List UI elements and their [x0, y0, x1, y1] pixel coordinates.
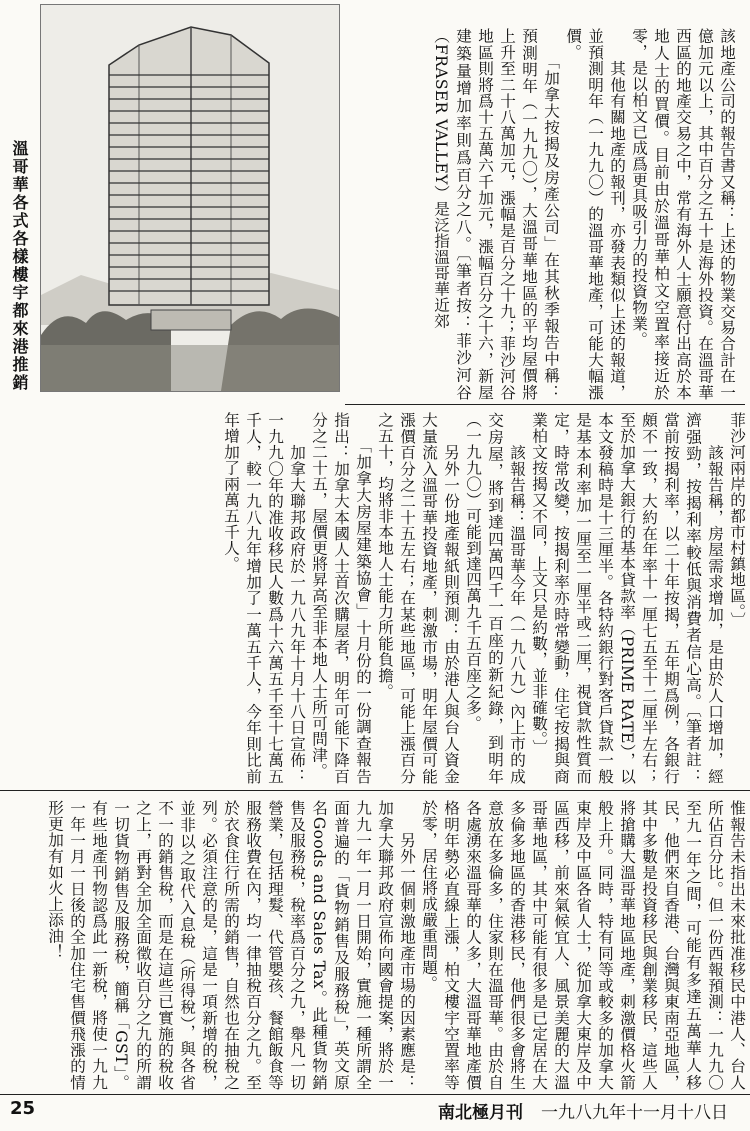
magazine-title: 南北極月刊	[438, 1103, 523, 1123]
column-divider	[345, 404, 745, 405]
building-photo	[40, 4, 340, 392]
article-column-bottom-right: 菲沙河兩岸的都市村鎮地區。〕 該報告稱，房屋需求增加，是由於人口增加，經濟强勁，按揭利率較低與消費者信心高。〔筆者註：當前按揭利率，以二十年按揭，五年期爲例，各銀行頗不一致，大約在年率十一厘七五至十二厘半左右；至於加拿大銀行的基本貸款率（PRIME RATE），以本文發稿時是十三厘半。各特約銀行對客戶貸款一般是基本利率加一厘至一厘半或二厘，視貸款性質而定，時常改變，按揭利率亦時常變動，住宅按揭與商業柏文按揭又不同，上文只是約數，並非確數。〕 該報告稱：溫哥華今年（一九八九）內上市的成交房屋，將到達四萬四千一百座的新紀錄，到明年（一九九〇）可能到達四萬九千五百座之多。 另外一份地產報紙則預測：由於港人與台人資金大量流入溫哥華投資地產，刺激市場，明年屋價可能漲價百分之二十五左右；在某些地區，可能上漲百分之五十，均將非本地人士能力所能負擔。 「加拿大房屋建築協會」十月份的一份調查報告指出：加拿大本國人士首次購屋者，明年可能下降百分之二十五，屋價更將昇高至非本地人士所可問津。 加拿大聯邦政府於一九八九年十月十八日宣佈：一九九〇年的准收移民人數爲十六萬五千至十七萬五千人，較一九八九年增加了一萬五千人，今年則比前年增加了兩萬五千人。	[222, 412, 746, 784]
issue-date: 一九八九年十一月十八日	[541, 1103, 728, 1123]
photo-caption: 溫哥華各式各樣樓宇都來港推銷	[10, 140, 29, 392]
article-column-bottom: 惟報告未指出未來批准移民中港人、台人所佔百分比。但一份西報預測：一九九〇至九一年之間，可能有多達五萬華人移民，他們來自香港、台灣與東南亞地區，其中多數是投資移民與創業移民，這些人將搶購大溫哥華地區地產，刺激價格火箭般上升。同時，特有同等或較多的加拿大東岸及中區各省人士，從加拿大東岸及中區西移，前來氣候宜人、風景美麗的大溫哥華地區，其中可能有很多是已定居在大多倫多地區的香港移民，他們很多會將生意放在多倫多，住家則在溫哥華。由於自各處湧來溫哥華的人多，大溫哥華地產價格明年勢必直線上漲，柏文樓宇空置率等於零，居住將成嚴重問題。 另外一個刺激地產市場的因素應是：加拿大聯邦政府宣佈向國會提案，將於一九九一年一月一日開始，實施一種所謂全面普遍的「貨物銷售及服務稅」，英文原名Goods and Sales Tax。此種貨物銷售及服務稅，稅率爲百分之九，舉凡一切營業，包括理髮、代管嬰孩、餐館飯食等服務收費在內，均一律抽稅百分之九。至於衣食住行所需的銷售，自然也在抽稅之列。必須注意的是，這是一項新增的稅，並非以之取代入息稅（所得稅），與各省不一的銷售稅，而是在這些已實施的稅收之上，再對全加全面徵收百分之九的所謂一切貨物銷售及服務稅，簡稱「GST」。有些地產刊物認爲此一新稅，將使一九九一年一月一日後的全加住宅售價飛漲的情形更加有如火上添油！	[46, 800, 746, 1090]
footer-rule	[0, 1094, 750, 1095]
band-divider	[0, 790, 750, 791]
article-column-top-right: 該地產公司的報告書又稱：上述的物業交易合計在一億加元以上，其中百分之五十是海外投資。在溫哥華西區的地產交易之中，常有海外人士願意付出高於本地人士的買價。目前由於溫哥華柏文空置率接近於零，是以柏文已成爲更具吸引力的投資物業。 其他有關地產的報刊，亦發表類似上述的報道，並預測明年（一九九〇）的溫哥華地產，可能大幅漲價。 「加拿大按揭及房產公司」在其秋季報告中稱：預測明年（一九九〇），大溫哥華地區的平均屋價將上升至二十八萬加元，漲幅是百分之十九；菲沙河谷地區則將爲十五萬六千加元，漲幅百分之十六，新屋建築量增加率則爲百分之八。〔筆者按：菲沙河谷（FRASER VALLEY）是泛指溫哥華近郊	[432, 28, 736, 400]
page-number: 25	[10, 1098, 36, 1119]
